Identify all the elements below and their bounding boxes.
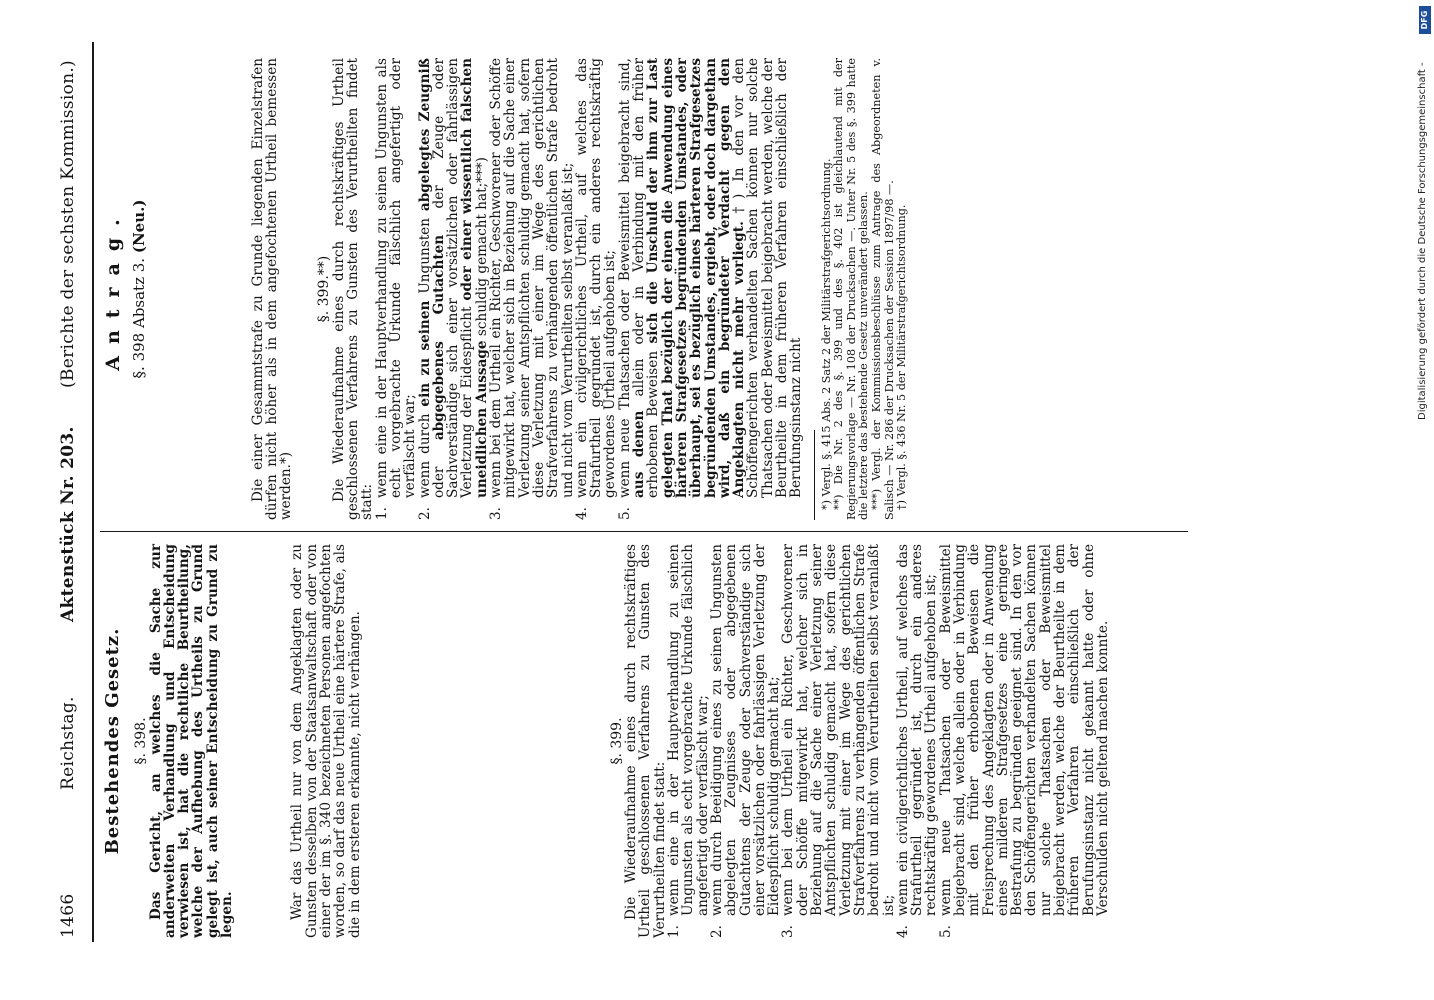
header-rule xyxy=(92,42,94,942)
list-item: 4. wenn ein civilgerichtliches Urtheil, auf welches das Strafurtheil gegründet ist, durch ein anderes rechtskräftig gewordenes Urtheil aufgehoben ist; xyxy=(894,544,940,938)
header-document: Aktenstück Nr. 203. xyxy=(58,426,78,622)
footnote: †) Vergl. §. 436 Nr. 5 der Militärstrafgerichtsordnung. xyxy=(895,204,909,510)
digitization-watermark xyxy=(1416,40,1430,420)
page-header xyxy=(58,0,88,1000)
s398-paragraph-3: Die einer Gesammtstrafe zu Grunde liegenden Einzelstrafen dürfen nicht höher als in dem angefochtenen Urtheil bemessen werden.*) xyxy=(249,58,295,520)
list-item: 4. wenn ein civilgerichtliches Urtheil, auf welches das Strafurtheil gegründet ist, durch ein anderes rechtskräftig gewordenes Urtheil aufgehoben ist; xyxy=(573,58,619,520)
list-item: 2. wenn durch ein zu seinen Ungunsten abgelegtes Zeugniß oder abgegebenes Gutachten der Zeuge oder Sachverständige sich einer vorsätzlichen oder fahrlässigen Verletzung der Eidespflicht oder einer wissentlich falschen uneidlichen Aussage schuldig gemacht hat;***) xyxy=(416,57,490,520)
s399-intro-new: Die Wiederaufnahme eines durch rechtskräftiges Urtheil geschlossenen Verfahrens zu Gunsten des Verurtheilten findet statt: xyxy=(330,58,376,520)
list-item: 3. wenn bei dem Urtheil ein Richter, Geschworener oder Schöffe mitgewirkt hat, welcher sich in Beziehung auf die Sache einer Verletzung seiner Amtspflichten schuldig gemacht hat, sofern diese Verletzung mit einer im Wege des gerichtlichen Strafverfahrens zu verhängenden öffentlichen Strafe bedroht und nicht vom Verurtheilten selbst veranlaßt ist; xyxy=(780,544,897,938)
s399-heading: §. 399. xyxy=(608,717,625,765)
header-parliament: Reichstag. xyxy=(58,696,78,790)
list-item: 2. wenn durch Beeidigung eines zu seinen Ungunsten abgelegten Zeugnisses oder abgegebenen Gutachtens der Zeuge oder Sachverständige sich einer vorsätzlichen oder fahrlässigen Verletzung der Eidespflicht schuldig gemacht hat; xyxy=(708,544,783,938)
right-subtitle xyxy=(130,58,149,520)
s398-paragraph-2: War das Urtheil nur von dem Angeklagten oder zu Gunsten desselben von der Staatsanwaltschaft oder von einer der im §. 340 bezeichneten Personen angefochten worden, so darf das neue Urtheil eine härtere Strafe, als die in dem ersteren erkannte, nicht verhängen. xyxy=(289,544,363,938)
dfg-logo-icon: DFG xyxy=(1419,6,1431,34)
header-source: (Berichte der sechsten Kommission.) xyxy=(58,60,78,388)
footnote: **) Die Nr. 2 des §. 399 und des §. 402 ist gleichlautend mit der Regierungsvorlage — Nr. 108 der Drucksachen —. Unter Nr. 5 des §. 399 hatte die letztere das bestehende Gesetz unverändert gelassen. xyxy=(832,58,871,520)
watermark-text: Digitalisierung gefördert durch die Deutsche Forschungsgemeinschaft - xyxy=(1417,62,1428,420)
s399-list-new xyxy=(375,58,804,520)
list-item: 3. wenn bei dem Urtheil ein Richter, Geschworener oder Schöffe mitgewirkt hat, welcher sich in Beziehung auf die Sache einer Verletzung seiner Amtspflichten schuldig gemacht hat, sofern diese Verletzung mit einer im Wege des gerichtlichen Strafverfahrens zu verhängenden öffentlichen Strafe bedroht und nicht vom Verurtheilten selbst veranlaßt ist; xyxy=(488,58,576,520)
s398-heading: §. 398. xyxy=(133,717,150,765)
s398-paragraph-1: Das Gericht, an welches die Sache zur anderweiten Verhandlung und Entscheidung verwiesen ist, hat die rechtliche Beurtheilung, welche der Aufhebung des Urtheils zu Grund gelegt ist, auch seiner Entscheidung zu Grund zu legen. xyxy=(147,544,236,938)
list-item: 1. wenn eine in der Hauptverhandlung zu seinen Ungunsten als echt vorgebrachte Urkunde fälschlich angefertigt oder verfälscht war; xyxy=(373,58,419,520)
s399-heading-new: §. 399.**) xyxy=(316,255,333,323)
right-title: Antrag. xyxy=(102,207,124,371)
footnote: *) Vergl. §. 415 Abs. 2 Satz 2 der Militärstrafgerichtsordnung. xyxy=(819,158,833,510)
list-item: 5. wenn neue Thatsachen oder Beweismittel beigebracht sind, welche allein oder in Verbindung mit den früher erhobenen Beweisen die Freisprechung des Angeklagten oder in Anwendung eines milderen Strafgesetzes eine geringere Bestrafung zu begründen geeignet sind. In den vor den Schöffengerichten verhandelten Sachen können nur solche Thatsachen oder Beweismittel beigebracht werden, welche der Beurtheilte in dem früheren Verfahren einschließlich der Berufungsinstanz nicht gekannt hatte oder ohne Verschulden nicht geltend machen konnte. xyxy=(937,544,1111,938)
left-column xyxy=(102,544,1111,938)
page-number: 1466 xyxy=(58,893,78,938)
list-item: 1. wenn eine in der Hauptverhandlung zu seinen Ungunsten als echt vorgebrachte Urkunde fälschlich angefertigt oder verfälscht war; xyxy=(666,544,711,938)
right-column xyxy=(102,57,909,520)
footnote-rule xyxy=(814,430,815,520)
left-title: Bestehendes Gesetz. xyxy=(102,627,123,855)
column-divider xyxy=(100,531,1188,532)
s399-intro: Die Wiederaufnahme eines durch rechtskräftiges Urtheil geschlossenen Verfahrens zu Gunsten des Verurtheilten findet statt: xyxy=(623,544,668,938)
subtitle-section: §. 398 Absatz 3. xyxy=(130,257,149,379)
subtitle-new: (Neu.) xyxy=(130,199,149,254)
s399-list xyxy=(667,544,1110,938)
list-item: 5. wenn neue Thatsachen oder Beweismittel beigebracht sind, aus denen allein oder in Verbindung mit den früher erhobenen Beweisen sich die Unschuld der ihm zur Last gelegten That bezüglich der einen die Anwendung eines härteren Strafgesetzes begründenden Umstandes, oder überhaupt, sei es bezüglich eines härteren Strafgesetzes begründenden Umstandes, ergiebt, oder doch dargethan wird, daß ein begründeter Verdacht gegen den Angeklagten nicht mehr vorliegt.†) In den vor den Schöffengerichten verhandelten Sachen können nur solche Thatsachen oder Beweismittel beigebracht werden, welche der Beurtheilte in dem früheren Verfahren einschließlich der Berufungsinstanz nicht xyxy=(616,58,805,520)
footnotes xyxy=(821,58,909,520)
footnote: ***) Vergl. der Kommissionsbeschlüsse zum Antrage des Abgeordneten v. Salisch — Nr. 286 der Drucksachen der Session 1897/98 —. xyxy=(869,58,896,520)
